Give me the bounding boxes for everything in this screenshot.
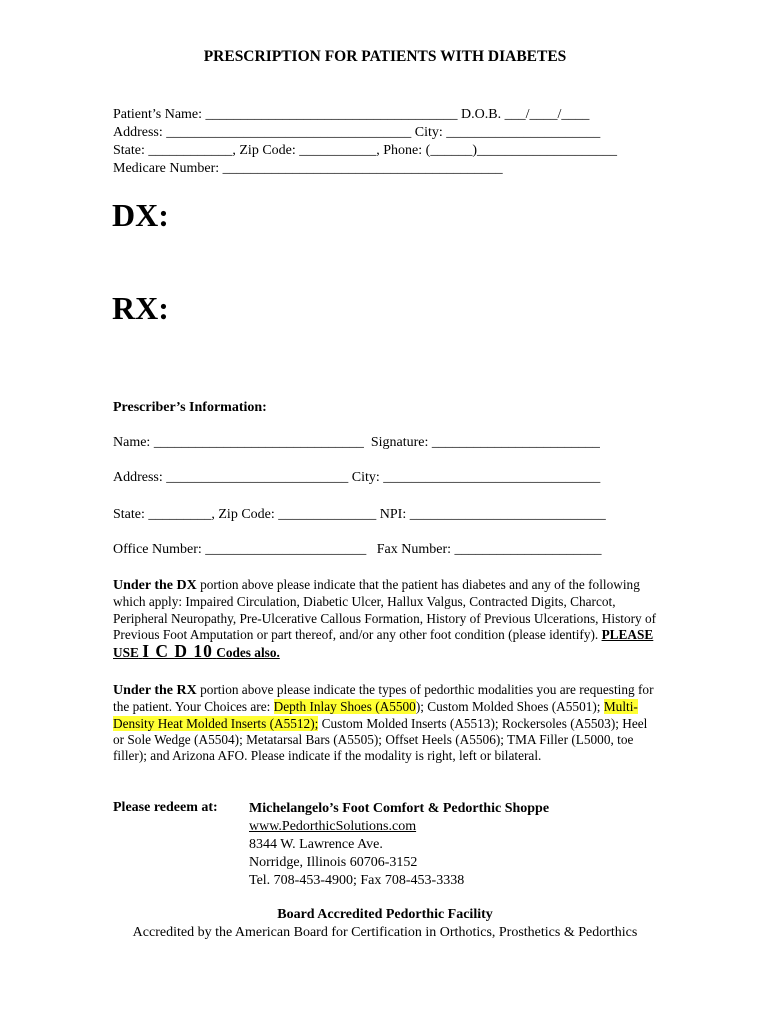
website-link[interactable]: www.PedorthicSolutions.com [249,819,417,834]
dx-instructions-lead: Under the DX [113,578,197,593]
rx-label: RX: [112,290,169,326]
dx-instructions-text: portion above please indicate that the patient has diabetes and any of the following which apply: Impaired Circulation, Diabetic Ulcer, Hallux Valgus, Contracted Digits, Charcot, Peripheral Neuropathy, Pre-Ulcerative Callous Formation, History of Previous Ulcerations, History of Previous Foot Amputation or part thereof, and/or any other foot condition (please identify). [113,577,657,642]
patient-name-line[interactable]: Patient’s Name: ____________________________________ D.O.B. ___/____/____ [113,107,590,122]
business-name: Michelangelo’s Foot Comfort & Pedorthic Shoppe [249,801,550,816]
dx-instructions [113,577,658,661]
rx-instructions-text-3: Custom Molded Inserts (A5513); Rockersoles (A5503); Heel or Sole Wedge (A5504); Metatarsal Bars (A5505); Offset Heels (A5506); TMA Filler (L5000, toe filler); and Arizona AFO. Please indicate if the modality is right, left or bilateral. [113,715,648,764]
prescriber-office-line[interactable]: Office Number: _______________________ Fax Number: _____________________ [113,542,602,557]
redeem-label: Please redeem at: [113,800,218,815]
prescriber-name-line[interactable]: Name: ______________________________ Signature: ________________________ [113,435,600,450]
highlight-multi-density-inserts: Multi-Density Heat Molded Inserts (A5512); [113,699,638,731]
street-address: 8344 W. Lawrence Ave. [249,837,383,852]
city-state-zip: Norridge, Illinois 60706-3152 [249,855,418,870]
page-title: PRESCRIPTION FOR PATIENTS WITH DIABETES [203,48,567,65]
footer-accreditation-body: Accredited by the American Board for Certification in Orthotics, Prosthetics & Pedorthics [132,925,638,940]
rx-instructions-lead: Under the RX [113,683,197,698]
redeem-address-block [249,800,549,890]
rx-instructions [113,682,658,764]
icd-10-text: I C D 10 [142,641,213,662]
rx-instructions-text-2: ); Custom Molded Shoes (A5501); [415,699,604,715]
please-use-text: PLEASE USE I C D 10 Codes also. [113,626,654,662]
prescriber-state-line[interactable]: State: _________, Zip Code: ______________ NPI: ____________________________ [113,507,606,522]
footer-accreditation-title: Board Accredited Pedorthic Facility [277,907,493,922]
highlight-depth-inlay-shoes: Depth Inlay Shoes (A5500 [273,699,416,715]
patient-medicare-line[interactable]: Medicare Number: ________________________________________ [113,161,503,176]
dx-label: DX: [112,197,169,233]
patient-address-line[interactable]: Address: ___________________________________ City: ______________________ [113,125,601,140]
prescriber-heading: Prescriber’s Information: [113,400,267,415]
rx-instructions-text-1: portion above please indicate the types of pedorthic modalities you are requesting for the patient. Your Choices are: [113,682,654,715]
prescriber-address-line[interactable]: Address: __________________________ City: _______________________________ [113,470,601,485]
patient-state-line[interactable]: State: ____________, Zip Code: ___________, Phone: (______)____________________ [113,143,617,158]
phone-fax: Tel. 708-453-4900; Fax 708-453-3338 [249,873,465,888]
